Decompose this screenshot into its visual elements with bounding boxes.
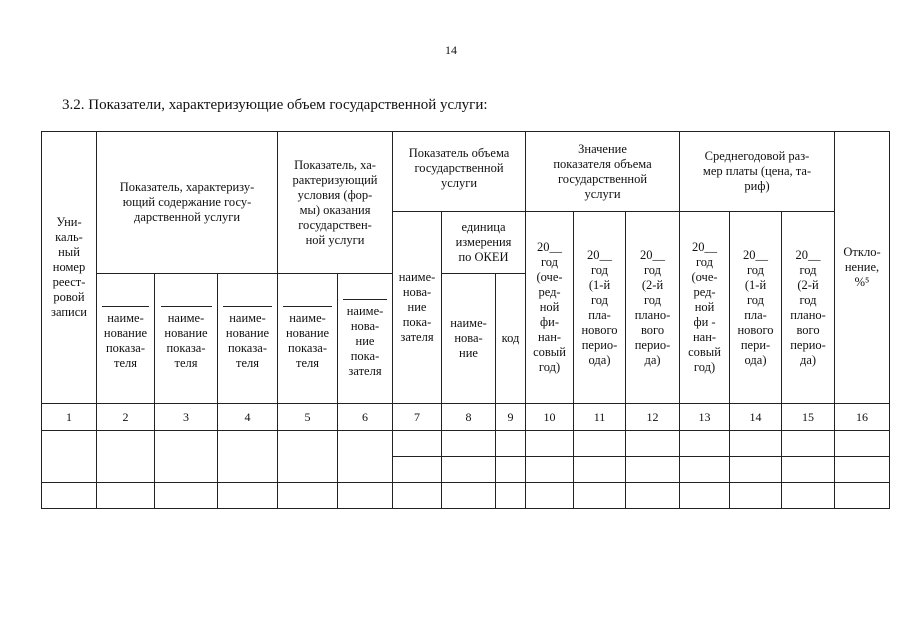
empty-cell bbox=[626, 483, 680, 509]
empty-cell bbox=[680, 483, 730, 509]
empty-cell bbox=[574, 457, 626, 483]
header-unit-okei: единица измерения по ОКЕИ bbox=[442, 212, 526, 274]
empty-cell bbox=[626, 457, 680, 483]
header-deviation: Откло- нение, %⁵ bbox=[835, 132, 890, 404]
empty-cell bbox=[835, 457, 890, 483]
empty-cell bbox=[835, 483, 890, 509]
header-content-name-2 bbox=[155, 274, 218, 404]
column-number: 9 bbox=[496, 404, 526, 431]
column-number: 14 bbox=[730, 404, 782, 431]
table-row bbox=[42, 431, 890, 457]
empty-cell bbox=[574, 431, 626, 457]
header-volume-name: наиме- нова- ние пока- зателя bbox=[393, 212, 442, 404]
column-number: 8 bbox=[442, 404, 496, 431]
header-volume-value: Значение показателя объема государственной услуги bbox=[526, 132, 680, 212]
header-unit-code: код bbox=[496, 274, 526, 404]
empty-cell bbox=[526, 483, 574, 509]
empty-cell bbox=[393, 483, 442, 509]
header-content-name-1 bbox=[97, 274, 155, 404]
empty-cell bbox=[155, 483, 218, 509]
header-year-plan1: 20__ год (1-й год пла- нового перио- ода) bbox=[574, 212, 626, 404]
empty-cell bbox=[782, 483, 835, 509]
header-year-current: 20__ год (оче- ред- ной фи- нан- совый год) bbox=[526, 212, 574, 404]
empty-cell bbox=[730, 457, 782, 483]
column-number: 7 bbox=[393, 404, 442, 431]
empty-cell bbox=[42, 431, 97, 483]
empty-cell bbox=[393, 457, 442, 483]
column-number: 5 bbox=[278, 404, 338, 431]
header-content-indicator: Показатель, характеризу- ющий содержание госу- дарственной услуги bbox=[97, 132, 278, 274]
volume-indicators-table bbox=[41, 131, 890, 509]
empty-cell bbox=[218, 483, 278, 509]
column-number-row bbox=[42, 404, 890, 431]
empty-cell bbox=[526, 431, 574, 457]
column-number: 3 bbox=[155, 404, 218, 431]
empty-cell bbox=[496, 483, 526, 509]
header-content-name-1-text: наиме- нование показа- теля bbox=[103, 311, 148, 370]
empty-cell bbox=[278, 431, 338, 483]
empty-cell bbox=[496, 431, 526, 457]
empty-cell bbox=[218, 431, 278, 483]
section-title: 3.2. Показатели, характеризующие объем государственной услуги: bbox=[62, 97, 488, 113]
empty-cell bbox=[278, 483, 338, 509]
empty-cell bbox=[835, 431, 890, 457]
column-number: 6 bbox=[338, 404, 393, 431]
column-number: 1 bbox=[42, 404, 97, 431]
header-fee-plan1: 20__ год (1-й год пла- нового пери- ода) bbox=[730, 212, 782, 404]
empty-cell bbox=[97, 483, 155, 509]
empty-cell bbox=[338, 431, 393, 483]
column-number: 16 bbox=[835, 404, 890, 431]
empty-cell bbox=[97, 431, 155, 483]
header-volume-indicator: Показатель объема государственной услуги bbox=[393, 132, 526, 212]
header-conditions-name-6-text: наиме- нова- ние пока- зателя bbox=[346, 303, 384, 378]
column-number: 2 bbox=[97, 404, 155, 431]
empty-cell bbox=[680, 457, 730, 483]
empty-cell bbox=[393, 431, 442, 457]
empty-cell bbox=[574, 483, 626, 509]
empty-cell bbox=[730, 431, 782, 457]
column-number: 15 bbox=[782, 404, 835, 431]
header-year-plan2: 20__ год (2-й год плано- вого перио- да) bbox=[626, 212, 680, 404]
empty-cell bbox=[782, 431, 835, 457]
header-conditions-name-5-text: наиме- нование показа- теля bbox=[285, 311, 330, 370]
empty-cell bbox=[442, 431, 496, 457]
empty-cell bbox=[338, 483, 393, 509]
empty-cell bbox=[730, 483, 782, 509]
header-conditions-indicator: Показатель, ха- рактеризующий условия (фор- мы) оказания государствен- ной услуги bbox=[278, 132, 393, 274]
header-unit-name: наиме- нова- ние bbox=[442, 274, 496, 404]
column-number: 10 bbox=[526, 404, 574, 431]
empty-cell bbox=[782, 457, 835, 483]
empty-cell bbox=[526, 457, 574, 483]
header-conditions-name-6 bbox=[338, 274, 393, 404]
header-conditions-name-5 bbox=[278, 274, 338, 404]
empty-cell bbox=[442, 483, 496, 509]
page-number: 14 bbox=[445, 43, 457, 57]
column-number: 4 bbox=[218, 404, 278, 431]
header-average-fee: Среднегодовой раз- мер платы (цена, та- риф) bbox=[680, 132, 835, 212]
table-row bbox=[42, 483, 890, 509]
empty-cell bbox=[155, 431, 218, 483]
empty-cell bbox=[496, 457, 526, 483]
header-content-name-3 bbox=[218, 274, 278, 404]
empty-cell bbox=[626, 431, 680, 457]
empty-cell bbox=[680, 431, 730, 457]
column-number: 12 bbox=[626, 404, 680, 431]
column-number: 13 bbox=[680, 404, 730, 431]
empty-cell bbox=[42, 483, 97, 509]
header-fee-current: 20__ год (оче- ред- ной фи - нан- совый год) bbox=[680, 212, 730, 404]
header-content-name-2-text: наиме- нование показа- теля bbox=[164, 311, 208, 370]
empty-cell bbox=[442, 457, 496, 483]
header-unique-number: Уни- каль- ный номер реест- ровой записи bbox=[42, 132, 97, 404]
header-content-name-3-text: наиме- нование показа- теля bbox=[225, 311, 270, 370]
header-fee-plan2: 20__ год (2-й год плано- вого перио- да) bbox=[782, 212, 835, 404]
column-number: 11 bbox=[574, 404, 626, 431]
